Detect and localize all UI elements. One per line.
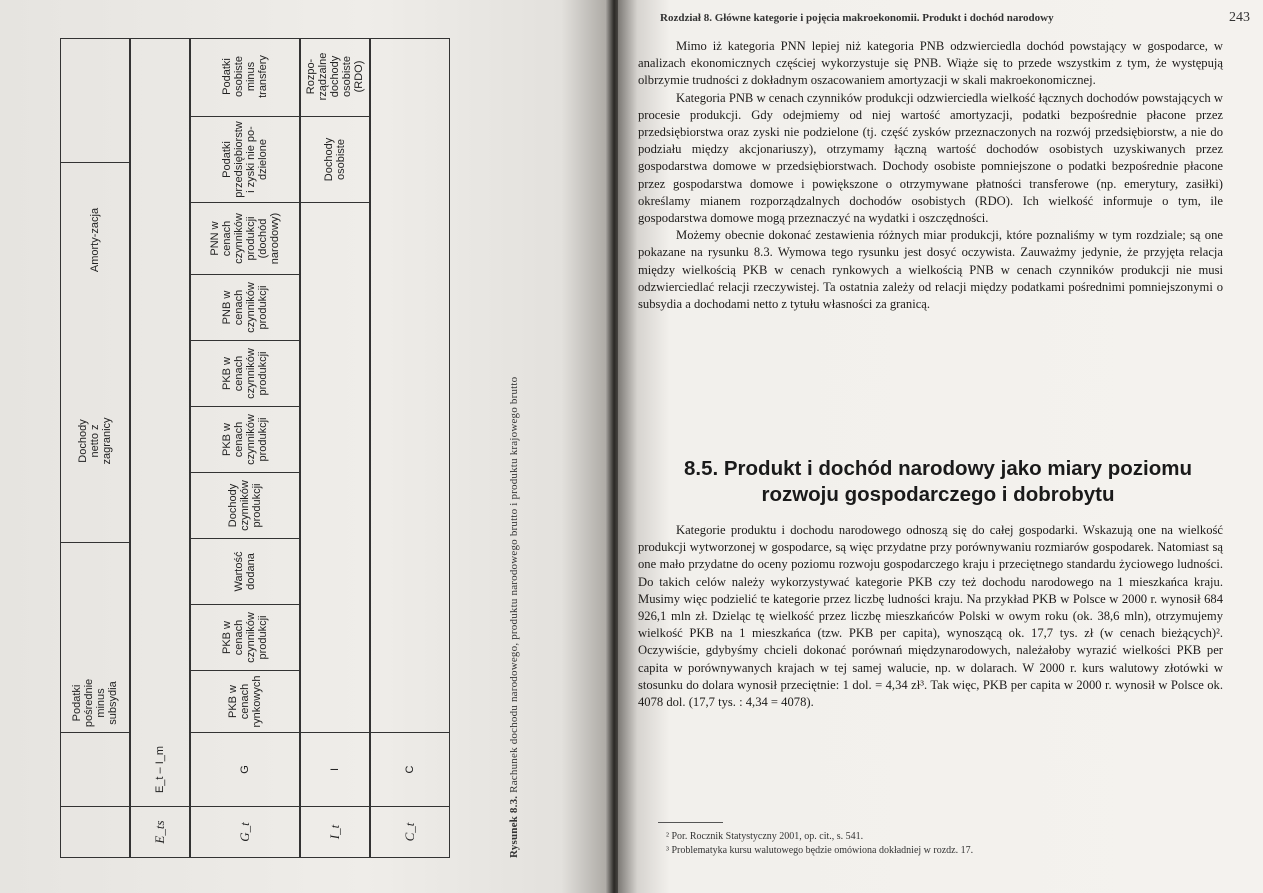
figure-row-c	[370, 38, 450, 858]
figure-row-label: C_t	[371, 806, 449, 857]
right-page	[618, 0, 1263, 893]
figure-cell: E_t – I_m	[131, 733, 189, 807]
figure-cell: PKB w cenach czynników produkcji	[191, 605, 299, 671]
paragraph: Możemy obecnie dokonać zestawienia różnych miar produkcji, które poznaliśmy w tym rozdziale; są one pokazane na rysunku 8.3. Wymowa tego rysunku jest dosyć oczywista. Zauważmy jedynie, że przyjęta relacja między wielkością PKB w cenach rynkowych a wielkością PNB w cenach czynników produkcji nie musi odzwierciedlać relacji rzeczywistej. Ta ostatnia zależy od relacji między podatkami pośrednimi pomniejszonymi o subsydia a dochodami netto z tytułu własności za granicą.	[638, 228, 1223, 312]
figure-cell: PKB w cenach czynników produkcji	[191, 341, 299, 407]
figure-cell: PKB w cenach rynkowych	[191, 671, 299, 733]
figure-cell: PKB w cenach czynników produkcji	[191, 407, 299, 473]
figure-caption-text: Rachunek dochodu narodowego, produktu narodowego brutto i produktu krajowego brutto	[508, 376, 520, 793]
figure-row-e	[130, 38, 190, 858]
figure-cell: Podatki pośrednie minus subsydia	[71, 678, 119, 728]
paragraph: Kategoria PNB w cenach czynników produkcji odzwierciedla wielkość łącznych dochodów powstających w procesie produkcji. Gdy odejmiemy od niej wartość amortyzacji, podatki bezpośrednie płacone przez przedsiębiorstwa oraz zyski nie podzielone (tj. część zysków przeznaczonych na rozwój przedsiębiorstw, a nie do podziału między akcjonariuszy), otrzymamy łączną wartość dochodów osobistych uzyskiwanych przez gospodarstwa domowe w przedsiębiorstwach. Dochody osobiste pomniejszone o podatki bezpośrednie płacone przez gospodarstwa domowe i powiększone o otrzymywane płatności transferowe (np. emerytury, zasiłki) określamy mianem rozporządzalnych dochodów osobistych (RDO). Ich wielkość informuje o tym, ile gospodarstwa domowe mogą przeznaczyć na wydatki i oszczędności.	[638, 90, 1223, 226]
figure-row-label: I_t	[301, 806, 369, 857]
footnote: ² Por. Rocznik Statystyczny 2001, op. cit., s. 541.	[666, 831, 864, 842]
figure-row-label: E_ts	[131, 806, 189, 857]
figure-cell-blank	[371, 37, 449, 733]
figure-cell: Dochody osobiste	[301, 117, 369, 203]
figure-cell: Dochody netto z zagranicy	[77, 417, 113, 465]
figure-cell-blank	[131, 37, 189, 733]
figure-cell: G	[191, 733, 299, 807]
page-number: 243	[1229, 10, 1250, 25]
header-title: Rozdział 8. Główne kategorie i pojęcia makroekonomii. Produkt i dochód narodowy	[660, 12, 1054, 24]
running-header	[660, 8, 1250, 28]
left-page	[0, 0, 610, 893]
figure-cell: Wartość dodana	[191, 539, 299, 605]
paragraph: Kategorie produktu i dochodu narodowego odnoszą się do całej gospodarki. Wskazują one na wielkość produkcji wytworzonej w gospodarce, są więc przydatne przy porównywaniu rozmiarów gospodarek. Natomiast są one mało przydatne do oceny poziomu rozwoju gospodarczego kraju i przeciętnego standardu życiowego ludności. Do takich celów należy wykorzystywać kategorie PKB czy też dochodu narodowego na 1 mieszkańca kraju. Musimy więc podzielić te kategorie przez liczbę ludności kraju. Na przykład PKB w Polsce w 2000 r. wynosił 684 926,1 mln zł. Dzieląc tę wielkość przez liczbę mieszkańców Polski w owym roku (ok. 38,6 mln), otrzymujemy wielkość PKB na 1 mieszkańca (tzw. PKB per capita), wynoszącą ok. 17,7 tys. zł (w cenach bieżących)². Oczywiście, gdybyśmy chcieli dokonać porównań międzynarodowych, należałoby wyrazić wielkości PKB per capita w porównywanych krajach w tej samej walucie, np. w dolarach. W 2000 r. kurs walutowy złotówki w stosunku do dolara wynosił przeciętnie: 1 dol. = 4,34 zł³. Tak więc, PKB per capita w 2000 r. wynosił w Polsce ok. 4078 dol. (17,7 tys. : 4,34 = 4078).	[638, 523, 1223, 710]
figure-row-i	[300, 38, 370, 858]
figure-row-top-labels	[60, 38, 130, 858]
paragraph: Mimo iż kategoria PNN lepiej niż kategoria PNB odzwierciedla dochód powstający w gospodarce, w analizach ekonomicznych częściej wykorzystuje się PNB. Wiąże się to przede wszystkim z tym, że występują olbrzymie trudności z dokładnym oszacowaniem amortyzacji w skali makroekonomicznej.	[638, 39, 1223, 88]
figure-cell: PNN w cenach czynników produkcji (dochód narodowy)	[191, 203, 299, 275]
figure-cell: Podatki osobiste minus transfery	[191, 37, 299, 117]
figure-cell: Rozpo-rządzalne dochody osobiste (RDO)	[301, 37, 369, 117]
figure-cell: Dochody czynników produkcji	[191, 473, 299, 539]
body-text-after	[638, 522, 1223, 711]
footnotes	[666, 830, 1226, 858]
figure-cell: Podatki przedsiębiorstw i zyski nie po-dzielone	[191, 117, 299, 203]
footnote-rule	[658, 822, 723, 823]
figure-cell: C	[371, 733, 449, 807]
figure-row-label: G_t	[191, 806, 299, 857]
figure-cell-blank	[301, 203, 369, 733]
figure-cell: Amorty-zacja	[89, 207, 101, 273]
figure-caption-label: Rysunek 8.3.	[508, 795, 520, 858]
figure-cell: PNB w cenach czynników produkcji	[191, 275, 299, 341]
figure-national-accounts	[60, 38, 530, 858]
section-title: 8.5. Produkt i dochód narodowy jako miary poziomu rozwoju gospodarczego i dobrobytu	[683, 457, 1192, 506]
footnote: ³ Problematyka kursu walutowego będzie omówiona dokładniej w rozdz. 17.	[666, 845, 974, 856]
body-text-before	[638, 38, 1223, 313]
figure-row-g	[190, 38, 300, 858]
figure-caption	[508, 38, 520, 858]
figure-cell: I	[301, 733, 369, 807]
